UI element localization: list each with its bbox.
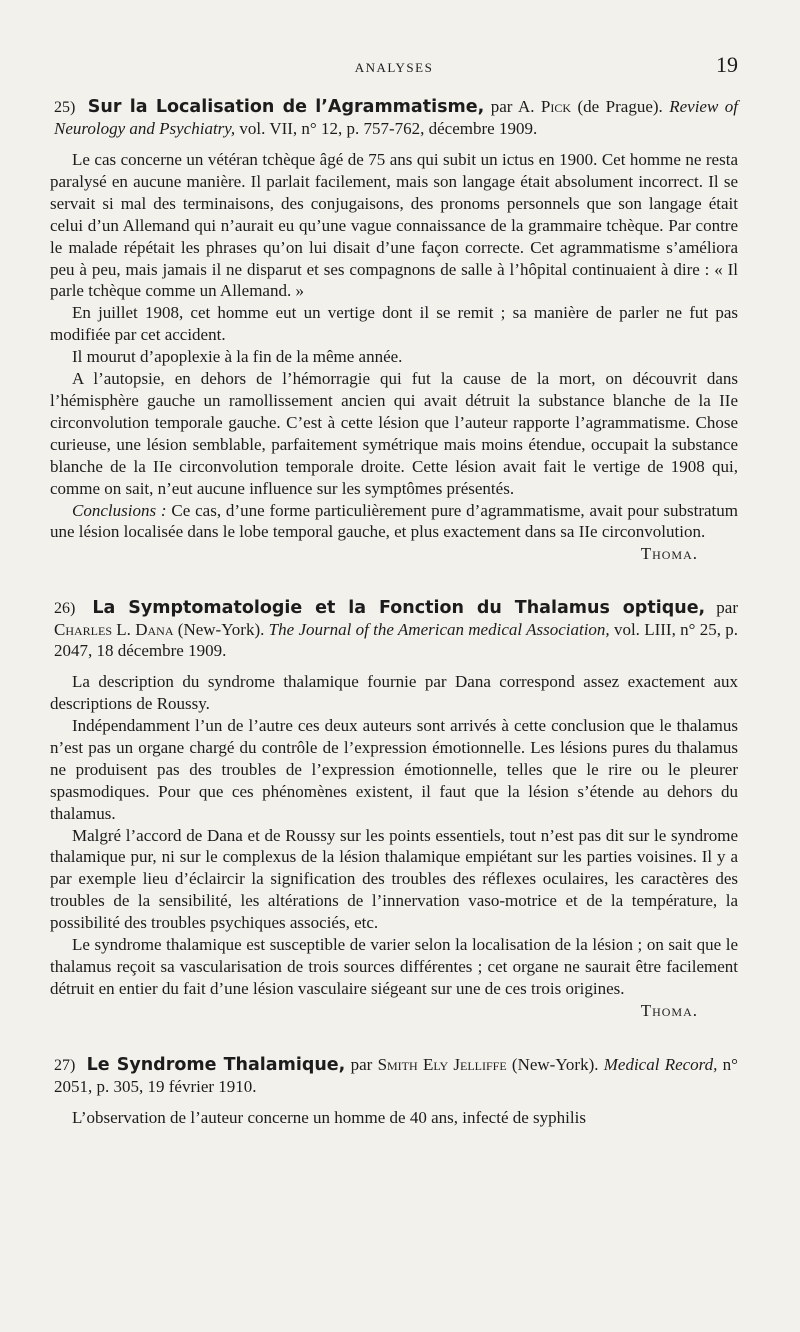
reference-details: n° 2051, p. 305, 19 février 1910. <box>54 1054 738 1096</box>
journal-name: Medical Record, <box>603 1054 718 1074</box>
body-paragraph: L’observation de l’auteur concerne un homme de 40 ans, infecté de syphilis <box>72 1107 586 1127</box>
entry-title: Sur la Localisation de l’Agrammatisme, <box>87 97 485 117</box>
conclusion-text: Ce cas, d’une forme particulièrement pure d’agrammatisme, avait pour substratum une lésion localisée dans le lobe temporal gauche, et plus exactement dans sa IIe circonvolution. <box>50 500 738 542</box>
byline-suffix: (de Prague). <box>571 97 663 116</box>
entry-number: 27) <box>54 1056 76 1074</box>
abstract-entry-25 <box>50 96 738 565</box>
running-header <box>50 52 738 82</box>
reference-details: vol. LIII, n° 25, p. 2047, 18 décembre 1909. <box>54 620 739 661</box>
abstract-entry-27 <box>50 1054 738 1129</box>
body-paragraph: En juillet 1908, cet homme eut un vertige dont il se remit ; sa manière de parler ne fut pas modifiée par cet accident. <box>50 303 738 345</box>
conclusion-paragraph <box>50 500 738 544</box>
page-number: 19 <box>716 52 738 77</box>
author-name: Smith Ely Jelliffe <box>377 1054 507 1074</box>
entry-title: Le Syndrome Thalamique, <box>86 1054 346 1075</box>
body-paragraph: Le cas concerne un vétéran tchèque âgé de 75 ans qui subit un ictus en 1900. Cet homme ne resta paralysé en aucune manière. Il parlait facilement, mais son langage était absolument incorrect. Il se servait si mal des terminaisons, des conjugaisons, des pronoms personnels que son langage était celui d’un Allemand qui n’aurait eu qu’une vague connaissance de la grammaire tchèque. Par contre le malade répétait les phrases qu’on lui disait d’une façon correcte. Cet agrammatisme s’améliora peu à peu, mais jamais il ne disparut et ses compagnons de salle à l’hôpital continuaient à dire : « Il parle tchèque comme un Allemand. » <box>50 150 738 301</box>
conclusion-label: Conclusions : <box>72 500 167 520</box>
author-name: Charles L. Dana <box>54 620 174 640</box>
entry-heading <box>50 96 738 139</box>
journal-name: Review of Neurology and Psychiatry, <box>54 97 738 138</box>
byline-suffix: (New-York). <box>506 1054 599 1074</box>
byline-prefix: par A. <box>490 97 541 116</box>
body-paragraph: Le syndrome thalamique est susceptible de varier selon la localisation de la lésion ; on sait que le thalamus reçoit sa vascularisation de trois sources différentes ; cet organe ne saurait être facilement détruit en entier du fait d’une lésion vasculaire siégeant sur une de ces trois origines. <box>50 935 738 998</box>
journal-name: The Journal of the American medical Association, <box>268 620 610 640</box>
entry-heading <box>50 597 738 661</box>
entry-number: 25) <box>54 99 76 116</box>
entry-number: 26) <box>54 600 76 618</box>
abstract-entry-26 <box>50 597 738 1022</box>
reviewer-signature: Thoma. <box>640 1000 698 1020</box>
body-paragraph: Il mourut d’apoplexie à la fin de la même année. <box>72 347 403 367</box>
byline-suffix: (New-York). <box>173 620 265 640</box>
author-name: Pick <box>540 97 572 116</box>
entry-title: La Symptomatologie et la Fonction du Thalamus optique, <box>92 598 706 619</box>
reference-details: vol. VII, n° 12, p. 757-762, décembre 1909. <box>235 119 538 138</box>
body-paragraph: A l’autopsie, en dehors de l’hémorragie qui fut la cause de la mort, on découvrit dans l’hémisphère gauche un ramollissement ancien qui avait détruit la substance blanche de la IIe circonvolution temporale gauche. C’est à cette lésion que l’auteur rapporte l’agrammatisme. Chose curieuse, une lésion semblable, parfaitement symétrique mais moins étendue, occupait la substance blanche de la IIe circonvolution temporale droite. Cette lésion avait fait le vertige de 1908 qui, comme on sait, n’eut aucune influence sur les symptômes présentés. <box>50 369 738 498</box>
reviewer-signature: Thoma. <box>640 544 698 564</box>
body-paragraph: Malgré l’accord de Dana et de Roussy sur les points essentiels, tout n’est pas dit sur le syndrome thalamique pur, ni sur le complexus de la lésion thalamique empiétant sur les parties voisines. Il y a par exemple lieu d’éclaircir la signification des troubles des réflexes oculaires, les caractères des troubles de la sensibilité, les altérations de l’innervation vaso-motrice et de la température, la possibilité des troubles psychiques associés, etc. <box>50 825 738 933</box>
body-paragraph: La description du syndrome thalamique fournie par Dana correspond assez exactement aux descriptions de Roussy. <box>50 672 738 714</box>
byline-prefix: par <box>345 1054 378 1074</box>
byline-prefix: par <box>705 598 738 618</box>
body-paragraph: Indépendamment l’un de l’autre ces deux auteurs sont arrivés à cette conclusion que le thalamus n’est pas un organe chargé du contrôle de l’expression émotionnelle. Les lésions pures du thalamus ne produisent pas des troubles de l’expression émotionnelle, telles que le rire ou le pleurer spasmodiques. Pour que ces phénomènes existent, il faut que la lésion s’étende au dehors du thalamus. <box>50 716 738 823</box>
entry-heading <box>50 1054 738 1097</box>
running-title: ANALYSES <box>354 60 434 75</box>
